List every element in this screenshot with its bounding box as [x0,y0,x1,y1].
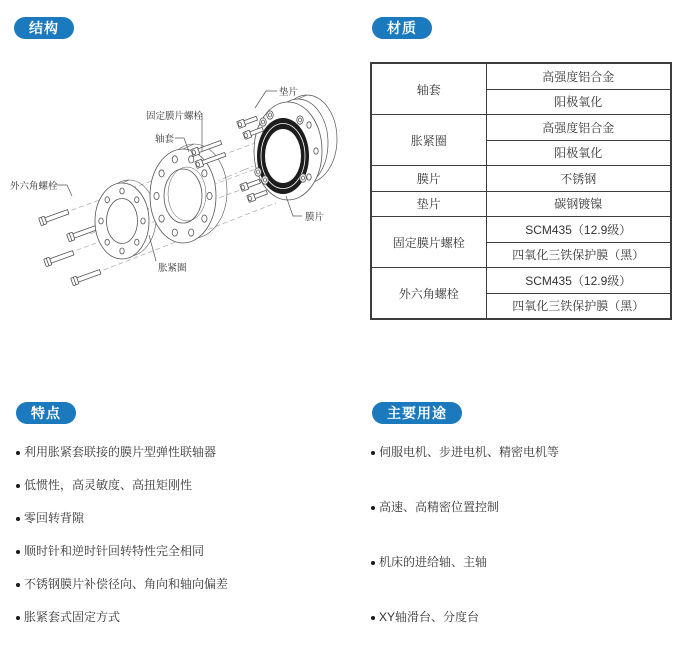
material-part-cell: 轴套 [371,63,486,115]
material-value-cell: SCM435（12.9级） [486,268,671,294]
diagram-label-fixing-diaphragm-bolt: 固定膜片螺栓 [146,112,204,122]
table-row [371,115,671,141]
application-item-text: 伺服电机、步进电机、精密电机等 [379,445,560,459]
material-value-cell: 阳极氧化 [486,140,671,166]
material-part-cell: 胀紧圈 [371,115,486,166]
feature-item-text: 胀紧套式固定方式 [24,610,121,624]
material-value-cell: 碳钢镀镍 [486,191,671,217]
table-row [371,166,671,192]
features-list [16,444,228,642]
diagram-label-shaft-sleeve: 轴套 [155,135,175,145]
feature-item-text: 不锈钢膜片补偿径向、角向和轴向偏差 [24,577,229,591]
application-item [371,444,559,461]
bullet-icon [16,484,20,488]
diagram-label-clamp-ring: 胀紧圈 [158,264,187,274]
clamp-ring-part [95,180,156,259]
application-item-text: 高速、高精密位置控制 [379,500,500,514]
diaphragm-assembly-part [254,95,337,200]
applications-list [371,444,559,658]
feature-item [16,543,228,560]
material-value-cell: 高强度铝合金 [486,63,671,89]
material-value-cell: 高强度铝合金 [486,115,671,141]
hex-bolts-group [39,208,102,286]
material-part-cell: 固定膜片螺栓 [371,217,486,268]
applications-section-badge: 主要用途 [372,402,462,424]
material-value-cell: 不锈钢 [486,166,671,192]
bullet-icon [16,451,20,455]
diagram-label-diaphragm: 膜片 [305,213,325,223]
material-value-cell: SCM435（12.9级） [486,217,671,243]
structure-section-badge: 结构 [14,17,74,39]
feature-item-text: 零回转背隙 [24,511,85,525]
bullet-icon [371,451,375,455]
material-table [370,62,672,320]
feature-item [16,510,228,527]
table-row [371,63,671,89]
features-section-badge: 特点 [16,402,76,424]
material-section-badge: 材质 [372,17,432,39]
material-value-cell: 四氧化三铁保护膜（黑） [486,293,671,319]
feature-item [16,444,228,461]
application-item [371,554,559,571]
material-value-cell: 四氧化三铁保护膜（黑） [486,242,671,268]
application-item [371,499,559,516]
feature-item-text: 利用胀紧套联接的膜片型弹性联轴器 [24,445,217,459]
material-part-cell: 外六角螺栓 [371,268,486,320]
bullet-icon [16,550,20,554]
material-value-cell: 阳极氧化 [486,89,671,115]
bullet-icon [371,506,375,510]
coupling-exploded-diagram [0,75,360,310]
material-part-cell: 膜片 [371,166,486,192]
feature-item-text: 低惯性，高灵敏度、高扭矩刚性 [24,478,193,492]
table-row [371,268,671,294]
application-item [371,609,559,626]
table-row [371,191,671,217]
feature-item-text: 顺时针和逆时针回转特性完全相同 [24,544,205,558]
application-item-text: XY轴滑台、分度台 [379,610,480,624]
bullet-icon [371,561,375,565]
bullet-icon [371,616,375,620]
feature-item [16,576,228,593]
feature-item [16,609,228,626]
table-row [371,217,671,243]
bullet-icon [16,583,20,587]
material-part-cell: 垫片 [371,191,486,217]
bullet-icon [16,517,20,521]
application-item-text: 机床的进给轴、主轴 [379,555,488,569]
diagram-label-gasket: 垫片 [279,88,299,98]
bullet-icon [16,616,20,620]
diagram-label-hex-bolt: 外六角螺栓 [10,182,58,192]
feature-item [16,477,228,494]
